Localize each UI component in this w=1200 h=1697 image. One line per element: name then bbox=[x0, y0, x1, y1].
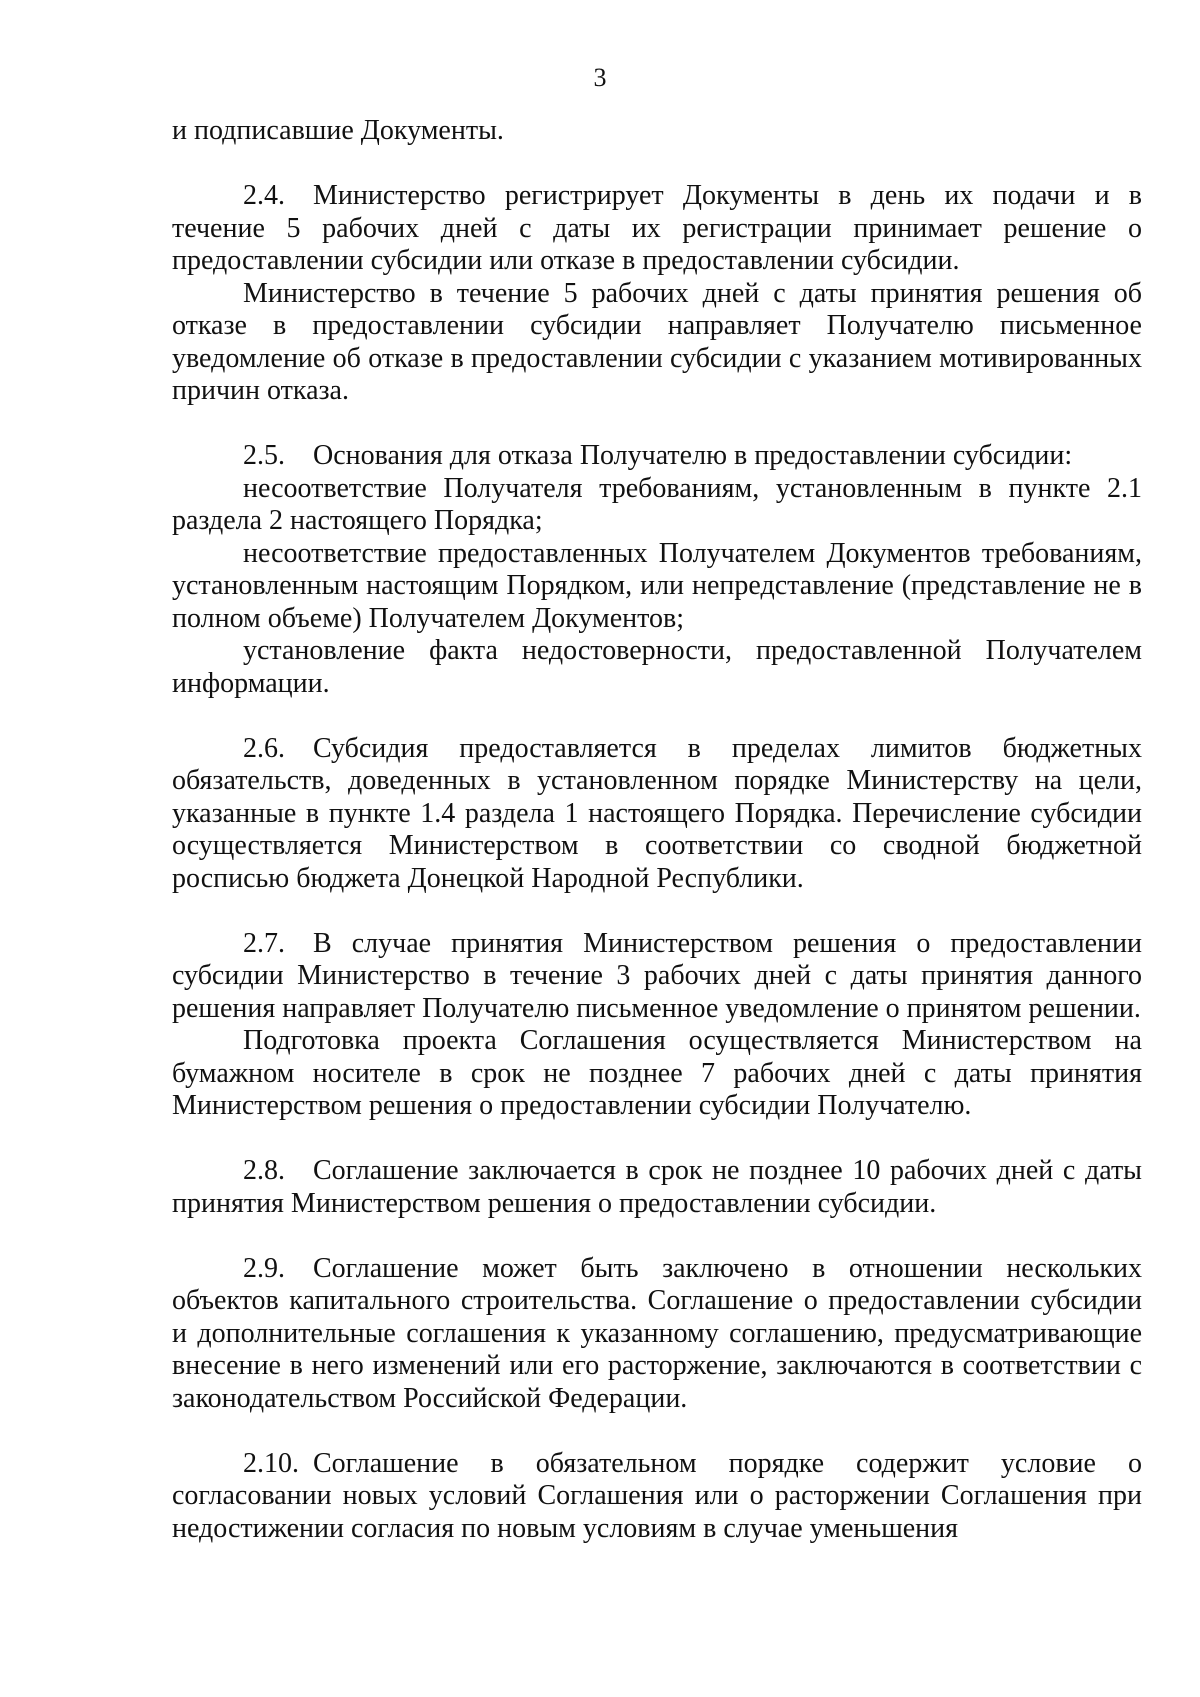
paragraph: Министерство в течение 5 рабочих дней с даты принятия решения об отказе в предоставлении субсидии направляет Получателю письменное уведомление об отказе в предоставлении субсидии с указанием мотивированных причин отказа. bbox=[172, 277, 1142, 406]
section-text: Основания для отказа Получателю в предоставлении субсидии: bbox=[313, 440, 1073, 471]
paragraph-gap bbox=[172, 700, 1142, 733]
paragraph-gap bbox=[172, 895, 1142, 928]
section-text: Министерство регистрирует Документы в день их подачи и в течение 5 рабочих дней с даты их регистрации принимает решение о предоставлении субсидии или отказе в предоставлении субсидии. bbox=[172, 180, 1142, 276]
paragraph-gap bbox=[172, 1415, 1142, 1448]
section-number: 2.9. bbox=[243, 1252, 285, 1284]
section-2-6 bbox=[172, 733, 1142, 896]
paragraph-gap bbox=[172, 148, 1142, 181]
paragraph-continuation: и подписавшие Документы. bbox=[172, 115, 504, 146]
paragraph: Подготовка проекта Соглашения осуществляется Министерством на бумажном носителе в срок не позднее 7 рабочих дней с даты принятия Министерством решения о предоставлении субсидии Получателю. bbox=[172, 1025, 1142, 1121]
section-number: 2.10. bbox=[243, 1447, 299, 1479]
paragraph-gap bbox=[172, 1220, 1142, 1253]
paragraph-gap bbox=[172, 408, 1142, 441]
list-item: несоответствие Получателя требованиям, установленным в пункте 2.1 раздела 2 настоящего Порядка; bbox=[172, 472, 1142, 536]
section-number: 2.5. bbox=[243, 440, 285, 471]
section-text: Соглашение заключается в срок не позднее 10 рабочих дней с даты принятия Министерством решения о предоставлении субсидии. bbox=[172, 1155, 1142, 1219]
section-2-7 bbox=[172, 928, 1142, 1026]
section-2-8 bbox=[172, 1155, 1142, 1220]
section-2-10 bbox=[172, 1448, 1142, 1546]
list-item: установление факта недостоверности, предоставленной Получателем информации. bbox=[172, 635, 1142, 699]
section-number: 2.4. bbox=[243, 180, 285, 211]
section-2-9 bbox=[172, 1253, 1142, 1416]
section-text: Субсидия предоставляется в пределах лимитов бюджетных обязательств, доведенных в установленном порядке Министерству на цели, указанные в пункте 1.4 раздела 1 настоящего Порядка. Перечисление субсидии осуществляется Министерством в соответствии со сводной бюджетной росписью бюджета Донецкой Народной Республики. bbox=[172, 732, 1142, 894]
list-item: несоответствие предоставленных Получателем Документов требованиям, установленным настоящим Порядком, или непредставление (представление не в полном объеме) Получателем Документов; bbox=[172, 537, 1142, 634]
section-2-5 bbox=[172, 440, 1142, 473]
section-2-4 bbox=[172, 180, 1142, 278]
document-body bbox=[172, 115, 1142, 1545]
section-text: В случае принятия Министерством решения о предоставлении субсидии Министерство в течение 3 рабочих дней с даты принятия данного решения направляет Получателю письменное уведомление о принятом решении. bbox=[172, 927, 1142, 1024]
paragraph-gap bbox=[172, 1123, 1142, 1156]
section-text: Соглашение может быть заключено в отношении нескольких объектов капитального строительства. Соглашение о предоставлении субсидии и дополнительные соглашения к указанному соглашению, предусматривающие внесение в него изменений или его расторжение, заключаются в соответствии с законодательством Российской Федерации. bbox=[172, 1252, 1142, 1414]
section-text: Соглашение в обязательном порядке содержит условие о согласовании новых условий Соглашения или о расторжении Соглашения при недостижении согласия по новым условиям в случае уменьшения bbox=[172, 1447, 1142, 1544]
section-number: 2.6. bbox=[243, 732, 285, 764]
page-number: 3 bbox=[593, 63, 607, 92]
section-number: 2.7. bbox=[243, 927, 285, 959]
section-number: 2.8. bbox=[243, 1155, 285, 1186]
